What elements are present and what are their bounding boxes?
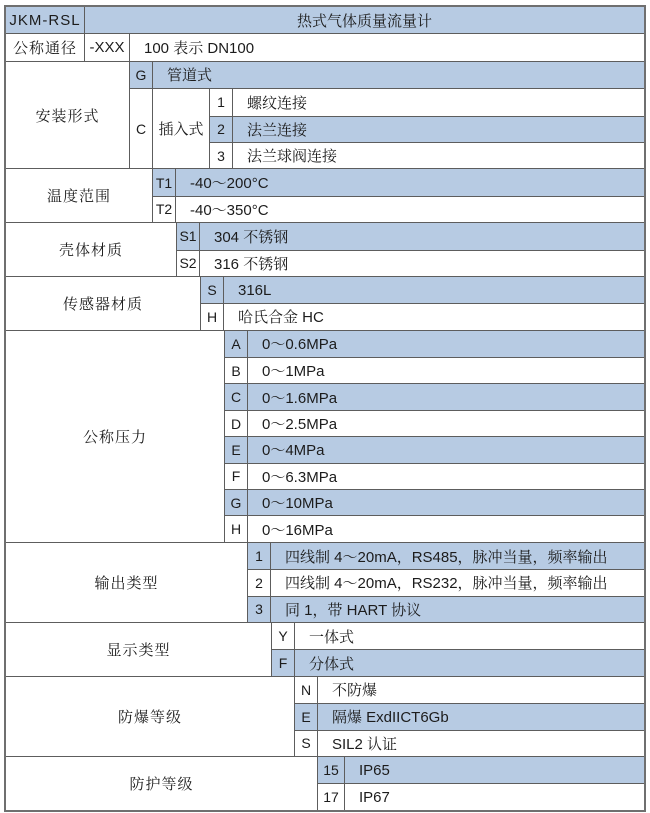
- desc-cell: IP67: [359, 788, 390, 806]
- table-row: [153, 196, 644, 222]
- code-cell: E: [295, 704, 318, 729]
- code-cell: 1: [210, 89, 233, 115]
- desc-cell: 0～1MPa: [262, 363, 325, 381]
- desc-cell: SIL2 认证: [332, 735, 398, 753]
- table-row: [295, 730, 644, 756]
- desc-cell: -40～350°C: [190, 201, 269, 219]
- section-install-type: [6, 61, 644, 169]
- product-title: 热式气体质量流量计: [296, 12, 432, 30]
- table-row: [210, 116, 644, 142]
- code-cell: 2: [248, 570, 271, 595]
- code-cell: S1: [177, 223, 200, 249]
- insert-name-cell: 插入式: [153, 89, 210, 168]
- desc-cell: 0～16MPa: [262, 521, 333, 539]
- desc-cell: IP65: [359, 761, 390, 779]
- section-nominal-diameter: [6, 33, 644, 60]
- table-row: [248, 543, 644, 569]
- desc-cell: 不防爆: [332, 682, 378, 700]
- code-cell: N: [295, 677, 318, 703]
- desc-cell: 0～2.5MPa: [262, 416, 338, 434]
- table-row: [153, 169, 644, 195]
- table-row: [248, 596, 644, 622]
- code-cell: T2: [153, 197, 176, 222]
- table-row: [201, 303, 644, 329]
- desc-cell: -40～200°C: [190, 175, 269, 193]
- table-row: [248, 569, 644, 595]
- desc-cell: 0～0.6MPa: [262, 336, 338, 354]
- table-row: [272, 649, 644, 675]
- code-cell: C: [130, 89, 153, 168]
- table-row: [177, 223, 644, 249]
- code-cell: E: [225, 437, 248, 462]
- table-row: [225, 410, 644, 436]
- section-shell-material: [6, 222, 644, 276]
- insert-subsection: [130, 88, 644, 168]
- desc-cell: 法兰球阀连接: [247, 148, 338, 166]
- desc-cell: 哈氏合金 HC: [238, 309, 324, 327]
- code-cell: 3: [210, 143, 233, 168]
- table-row: [225, 515, 644, 541]
- table-row: [295, 677, 644, 703]
- section-display-type: [6, 622, 644, 676]
- desc-cell: 0～1.6MPa: [262, 389, 338, 407]
- section-nominal-pressure: [6, 330, 644, 542]
- code-cell: H: [225, 516, 248, 541]
- section-label: 输出类型: [6, 543, 248, 622]
- section-label: 公称通径: [6, 34, 85, 60]
- desc-cell: 304 不锈钢: [214, 228, 289, 246]
- code-cell: 17: [318, 784, 345, 809]
- code-cell: 1: [248, 543, 271, 569]
- section-temperature-range: [6, 168, 644, 222]
- table-row: [318, 783, 644, 809]
- table-row: [318, 757, 644, 783]
- code-cell: 15: [318, 757, 345, 783]
- section-label: 壳体材质: [6, 223, 177, 276]
- table-row: [130, 34, 644, 60]
- desc-cell: 法兰连接: [247, 121, 308, 139]
- code-cell: F: [225, 464, 248, 489]
- code-cell: S2: [177, 251, 200, 276]
- section-label: 显示类型: [6, 623, 272, 676]
- section-label: 传感器材质: [6, 277, 201, 330]
- table-row: [210, 89, 644, 115]
- code-cell: C: [225, 384, 248, 409]
- desc-cell: 316L: [238, 281, 272, 299]
- code-cell: A: [225, 331, 248, 357]
- table-row: [85, 7, 644, 33]
- table-row: [201, 277, 644, 303]
- table-row: [225, 463, 644, 489]
- code-cell: Y: [272, 623, 295, 649]
- desc-cell: 316 不锈钢: [214, 255, 289, 273]
- section-header: [6, 7, 644, 33]
- section-label: 安装形式: [6, 62, 130, 169]
- table-row: [225, 331, 644, 357]
- table-row: [225, 489, 644, 515]
- table-row: [177, 250, 644, 276]
- desc-cell: 四线制 4～20mA，RS232，脉冲当量，频率输出: [285, 575, 608, 593]
- table-row: [210, 142, 644, 168]
- desc-cell: 分体式: [309, 655, 355, 673]
- code-cell: F: [272, 650, 295, 675]
- desc-cell: 同 1，带 HART 协议: [285, 601, 422, 619]
- table-row: [225, 436, 644, 462]
- desc-cell: 0～10MPa: [262, 495, 333, 513]
- section-sensor-material: [6, 276, 644, 330]
- code-cell: S: [201, 277, 224, 303]
- desc-cell: 一体式: [309, 628, 355, 646]
- section-label: 防爆等级: [6, 677, 295, 756]
- table-row: [225, 383, 644, 409]
- section-explosion-proof-grade: [6, 676, 644, 756]
- section-label: 温度范围: [6, 169, 153, 222]
- desc-cell: 0～6.3MPa: [262, 468, 338, 486]
- desc-cell: 管道式: [167, 67, 213, 85]
- code-cell: D: [225, 411, 248, 436]
- desc-cell: 隔爆 ExdIICT6Gb: [332, 709, 449, 727]
- code-cell: 2: [210, 117, 233, 142]
- desc-cell: 四线制 4～20mA，RS485，脉冲当量，频率输出: [285, 548, 608, 566]
- model-selection-table: [4, 5, 646, 812]
- model-code: JKM-RSL: [6, 7, 85, 33]
- code-cell: H: [201, 304, 224, 329]
- table-row: [225, 357, 644, 383]
- section-label: 公称压力: [6, 331, 225, 542]
- dn-code-cell: -XXX: [85, 34, 130, 60]
- code-cell: 3: [248, 597, 271, 622]
- desc-cell: 0～4MPa: [262, 442, 325, 460]
- section-protection-grade: [6, 756, 644, 810]
- section-output-type: [6, 542, 644, 622]
- code-cell: S: [295, 731, 318, 756]
- table-row: [295, 703, 644, 729]
- table-row: [272, 623, 644, 649]
- section-label: 防护等级: [6, 757, 318, 810]
- dn-desc-cell: 100 表示 DN100: [144, 40, 255, 58]
- table-row: [130, 62, 644, 88]
- code-cell: T1: [153, 169, 176, 195]
- code-cell: G: [225, 490, 248, 515]
- code-cell: B: [225, 358, 248, 383]
- code-cell: G: [130, 62, 153, 88]
- desc-cell: 螺纹连接: [247, 94, 308, 112]
